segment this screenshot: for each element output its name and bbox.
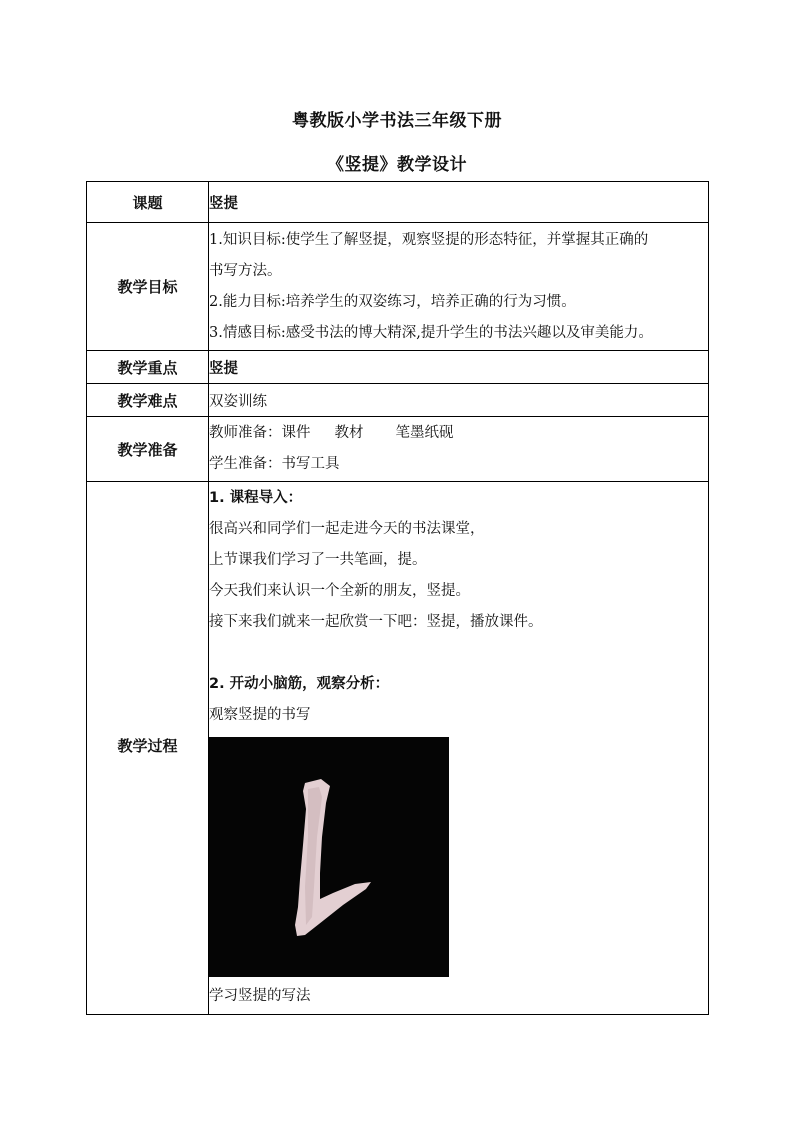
value-difficulty: 双姿训练 — [209, 384, 709, 417]
section-1-line-3: 今天我们来认识一个全新的朋友，竖提。 — [209, 583, 470, 599]
goal-line-4: 3.情感目标:感受书法的博大精深,提升学生的书法兴趣以及审美能力。 — [209, 324, 653, 341]
value-process — [209, 482, 709, 1015]
lesson-plan-table — [86, 181, 709, 1015]
row-topic — [87, 182, 709, 223]
goal-line-1: 1.知识目标:使学生了解竖提，观察竖提的形态特征，并掌握其正确的 — [209, 231, 649, 248]
value-key-point: 竖提 — [209, 351, 709, 384]
teacher-prep-prefix: 教师准备：课件 — [209, 425, 311, 441]
student-preparation: 学生准备：书写工具 — [209, 456, 340, 472]
label-topic: 课题 — [87, 182, 209, 223]
row-preparation — [87, 417, 709, 482]
section-2-title: 2. 开动小脑筋，观察分析： — [209, 676, 390, 692]
label-process: 教学过程 — [87, 482, 209, 1015]
section-1-title: 1. 课程导入： — [209, 490, 303, 506]
label-key-point: 教学重点 — [87, 351, 209, 384]
label-preparation: 教学准备 — [87, 417, 209, 482]
section-1-line-2: 上节课我们学习了一共笔画，提。 — [209, 552, 427, 568]
teacher-prep-item-2: 教材 — [334, 425, 364, 441]
value-goals — [209, 223, 709, 351]
row-goals — [87, 223, 709, 351]
row-key-point — [87, 351, 709, 384]
row-process — [87, 482, 709, 1015]
value-preparation — [209, 417, 709, 482]
vertical-hook-stroke-icon — [209, 737, 449, 977]
calligraphy-stroke-image — [209, 737, 449, 977]
section-1-line-1: 很高兴和同学们一起走进今天的书法课堂， — [209, 521, 485, 537]
label-goals: 教学目标 — [87, 223, 209, 351]
document-title: 粤教版小学书法三年级下册 — [292, 111, 502, 131]
goal-line-2: 书写方法。 — [209, 262, 282, 279]
section-2-line-2: 学习竖提的写法 — [209, 988, 311, 1004]
goal-line-3: 2.能力目标:培养学生的双姿练习，培养正确的行为习惯。 — [209, 293, 576, 310]
teacher-prep-item-3: 笔墨纸砚 — [395, 425, 454, 441]
value-topic: 竖提 — [209, 182, 709, 223]
section-2-line-1: 观察竖提的书写 — [209, 707, 311, 723]
teacher-preparation — [209, 418, 708, 449]
row-difficulty — [87, 384, 709, 417]
section-1-line-4: 接下来我们就来一起欣赏一下吧：竖提，播放课件。 — [209, 614, 543, 630]
document-subtitle: 《竖提》教学设计 — [327, 155, 467, 175]
blank-line — [209, 638, 708, 669]
label-difficulty: 教学难点 — [87, 384, 209, 417]
